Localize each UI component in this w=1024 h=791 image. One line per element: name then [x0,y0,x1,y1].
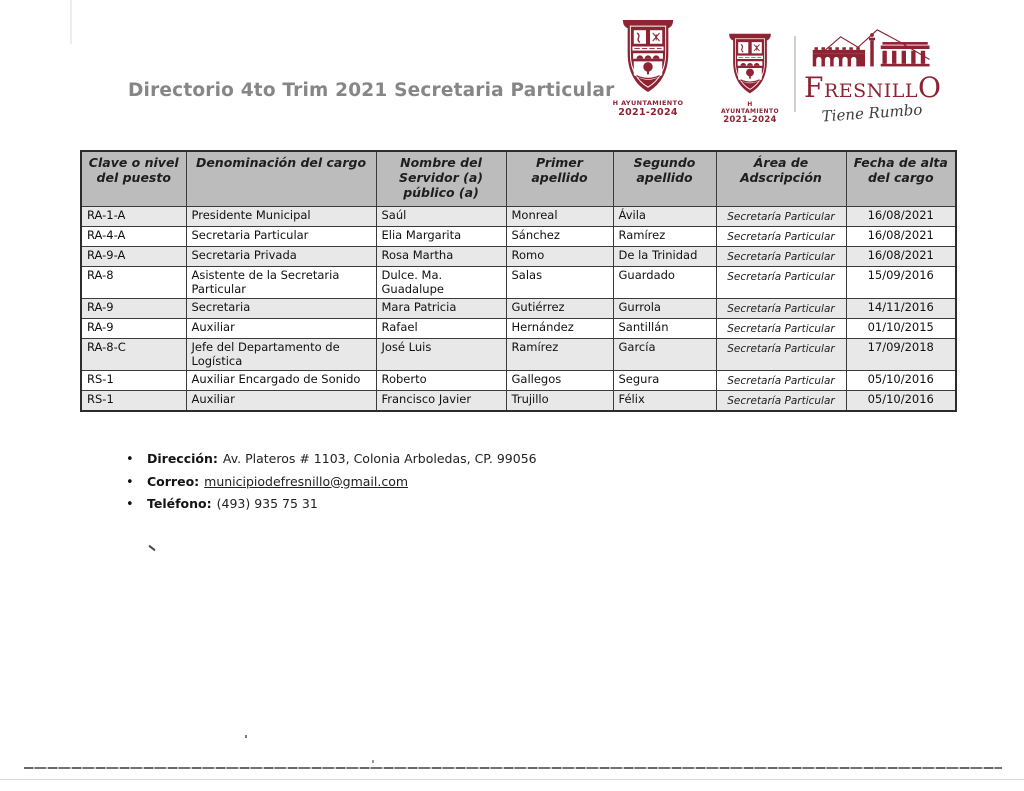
fresnillo-logo [804,28,942,126]
bullet-icon: • [126,497,134,512]
table-cell: Guardado [613,267,716,299]
municipal-crest-icon [721,80,779,99]
table-cell: Santillán [613,319,716,339]
contact-label: Teléfono: [147,496,212,511]
table-cell: 05/10/2016 [846,391,956,412]
scan-artifact-dot [245,735,247,738]
directory-table-header-row [81,151,956,207]
municipal-crest-icon [613,79,683,98]
crest-caption-line1: H AYUNTAMIENTO [721,101,779,115]
directory-table [80,150,957,412]
table-cell: Presidente Municipal [186,207,376,227]
table-cell: Elia Margarita [376,227,506,247]
table-cell: RS-1 [81,371,186,391]
table-row [81,371,956,391]
table-cell: RA-8-C [81,339,186,371]
municipal-crest [719,32,781,126]
logo-divider [794,36,796,112]
contact-label: Dirección: [147,451,218,466]
table-cell: Saúl [376,207,506,227]
table-cell: Secretaría Particular [716,247,846,267]
table-row [81,319,956,339]
table-cell: Ávila [613,207,716,227]
table-cell: Ramírez [613,227,716,247]
table-cell: Segura [613,371,716,391]
scan-artifact-vertical [70,0,72,44]
column-header: Fecha de alta del cargo [846,151,956,207]
contact-item [126,448,537,471]
scan-artifact-line [24,767,1002,769]
column-header: Segundo apellido [613,151,716,207]
table-cell: RA-8 [81,267,186,299]
table-cell: RA-9-A [81,247,186,267]
table-cell: José Luis [376,339,506,371]
column-header: Clave o nivel del puesto [81,151,186,207]
table-row [81,247,956,267]
contact-value: Av. Plateros # 1103, Colonia Arboledas, CP. 99056 [222,451,537,466]
table-cell: 16/08/2021 [846,207,956,227]
column-header: Primer apellido [506,151,613,207]
table-cell: Félix [613,391,716,412]
bullet-icon: • [126,452,134,467]
table-cell: RA-1-A [81,207,186,227]
table-cell: RS-1 [81,391,186,412]
table-cell: Mara Patricia [376,299,506,319]
contact-list [126,448,537,516]
crest-caption-line2: 2021-2024 [618,107,678,118]
table-cell: García [613,339,716,371]
table-cell: 14/11/2016 [846,299,956,319]
table-cell: Auxiliar [186,391,376,412]
table-cell: Rafael [376,319,506,339]
table-cell: RA-9 [81,299,186,319]
contact-label: Correo: [147,473,200,489]
table-row [81,339,956,371]
table-cell: Francisco Javier [376,391,506,412]
table-cell: Asistente de la Secretaria Particular [186,267,376,299]
table-cell: De la Trinidad [613,247,716,267]
contact-item [126,471,537,494]
table-cell: 01/10/2015 [846,319,956,339]
table-cell: RA-9 [81,319,186,339]
crest-caption-line2: 2021-2024 [723,115,777,125]
table-cell: Romo [506,247,613,267]
table-cell: Gurrola [613,299,716,319]
table-cell: Secretaría Particular [716,391,846,412]
fresnillo-wordmark: FRESNILLO [804,71,942,104]
table-cell: Secretaría Particular [716,267,846,299]
table-row [81,299,956,319]
table-cell: Auxiliar [186,319,376,339]
table-cell: Trujillo [506,391,613,412]
fresnillo-tagline: Tiene Rumbo [821,100,923,126]
fresnillo-skyline-icon [811,55,933,74]
table-cell: 16/08/2021 [846,227,956,247]
table-row [81,207,956,227]
table-cell: 16/08/2021 [846,247,956,267]
table-cell: Secretaría Particular [716,319,846,339]
table-cell: RA-4-A [81,227,186,247]
table-cell: Secretaría Particular [716,339,846,371]
table-cell: Secretaría Particular [716,299,846,319]
table-cell: Dulce. Ma. Guadalupe [376,267,506,299]
crest-caption-line1: H AYUNTAMIENTO [612,99,684,107]
contact-value: (493) 935 75 31 [216,496,318,511]
table-cell: Secretaria Particular [186,227,376,247]
table-cell: Gutiérrez [506,299,613,319]
table-cell: Secretaria Privada [186,247,376,267]
table-cell: Hernández [506,319,613,339]
table-cell: Salas [506,267,613,299]
scan-artifact-dot [372,760,374,763]
column-header: Denominación del cargo [186,151,376,207]
table-cell: Sánchez [506,227,613,247]
column-header: Nombre del Servidor (a) público (a) [376,151,506,207]
table-cell: Secretaría Particular [716,207,846,227]
directory-table-body [81,207,956,412]
table-cell: Gallegos [506,371,613,391]
table-cell: 15/09/2016 [846,267,956,299]
table-cell: Monreal [506,207,613,227]
column-header: Área de Adscripción [716,151,846,207]
email-link: municipiodefresnillo@gmail.com [204,473,409,489]
page-title: Directorio 4to Trim 2021 Secretaria Particular [128,80,615,101]
table-row [81,391,956,412]
table-cell: Ramírez [506,339,613,371]
bullet-icon: • [126,474,134,490]
table-cell: 05/10/2016 [846,371,956,391]
table-row [81,267,956,299]
scan-artifact-line [0,779,1024,780]
table-cell: Rosa Martha [376,247,506,267]
table-cell: Auxiliar Encargado de Sonido [186,371,376,391]
contact-item [126,493,537,516]
table-row [81,227,956,247]
municipal-crest [612,18,684,118]
scan-artifact-tick [148,545,156,552]
table-cell: Secretaría Particular [716,371,846,391]
table-cell: Secretaría Particular [716,227,846,247]
table-cell: 17/09/2018 [846,339,956,371]
table-cell: Roberto [376,371,506,391]
table-cell: Jefe del Departamento de Logística [186,339,376,371]
table-cell: Secretaria [186,299,376,319]
